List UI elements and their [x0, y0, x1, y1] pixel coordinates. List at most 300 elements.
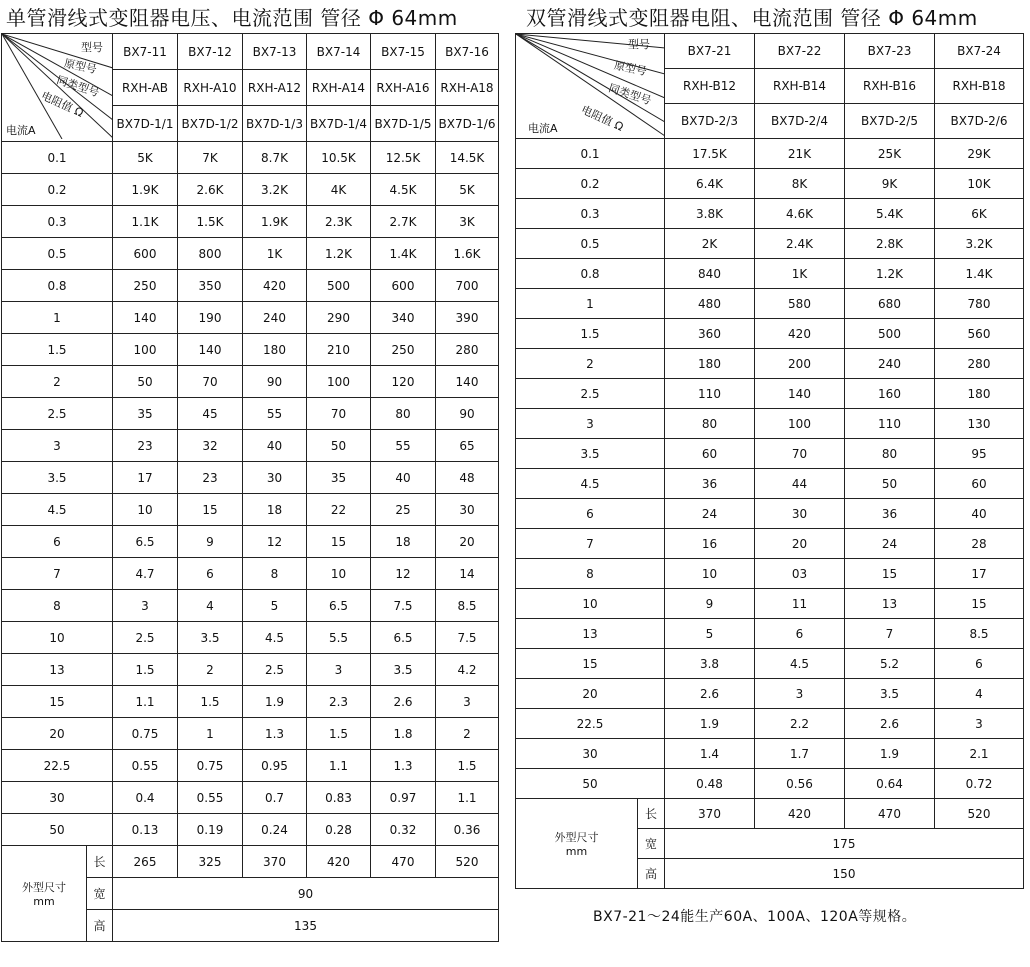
current-cell: 13: [516, 619, 665, 649]
resistance-value-cell: 3.2K: [935, 229, 1024, 259]
resistance-value-cell: 5K: [113, 142, 178, 174]
current-cell: 8: [2, 590, 113, 622]
resistance-value-cell: 2.6K: [178, 174, 243, 206]
resistance-value-cell: 18: [371, 526, 436, 558]
table-row: [516, 739, 1024, 769]
resistance-value-cell: 2K: [665, 229, 755, 259]
resistance-value-cell: 180: [935, 379, 1024, 409]
table-row: [516, 139, 1024, 169]
resistance-value-cell: 9K: [845, 169, 935, 199]
height-value-cell: 150: [665, 859, 1024, 889]
current-cell: 3.5: [2, 462, 113, 494]
table-row: [516, 559, 1024, 589]
current-cell: 3.5: [516, 439, 665, 469]
resistance-value-cell: 2.3: [307, 686, 371, 718]
table-row: [516, 259, 1024, 289]
table-row: [2, 622, 499, 654]
resistance-value-cell: 100: [755, 409, 845, 439]
header-resistance-label: 电阻值 Ω: [39, 89, 86, 120]
single-tube-table-title: 单管滑线式变阻器电压、电流范围 管径 Φ 64mm: [6, 6, 458, 30]
resistance-value-cell: 90: [436, 398, 499, 430]
header-resistance-label: 电阻值 Ω: [579, 103, 626, 134]
resistance-value-cell: 4: [935, 679, 1024, 709]
table-row: [516, 499, 1024, 529]
resistance-value-cell: 4.2: [436, 654, 499, 686]
resistance-value-cell: 8K: [755, 169, 845, 199]
resistance-value-cell: 17: [935, 559, 1024, 589]
length-value-cell: 420: [307, 846, 371, 878]
resistance-value-cell: 70: [178, 366, 243, 398]
original-model-cell: RXH-B18: [935, 69, 1024, 104]
resistance-value-cell: 110: [665, 379, 755, 409]
resistance-value-cell: 700: [436, 270, 499, 302]
resistance-value-cell: 40: [243, 430, 307, 462]
resistance-value-cell: 180: [243, 334, 307, 366]
resistance-value-cell: 4: [178, 590, 243, 622]
resistance-value-cell: 1.4K: [371, 238, 436, 270]
resistance-value-cell: 2.5: [243, 654, 307, 686]
resistance-value-cell: 55: [243, 398, 307, 430]
table-row: [516, 199, 1024, 229]
current-cell: 50: [2, 814, 113, 846]
resistance-value-cell: 4.5: [755, 649, 845, 679]
resistance-value-cell: 1.3: [243, 718, 307, 750]
current-cell: 20: [2, 718, 113, 750]
resistance-value-cell: 6K: [935, 199, 1024, 229]
current-cell: 0.3: [516, 199, 665, 229]
table-row: [516, 379, 1024, 409]
resistance-value-cell: 180: [665, 349, 755, 379]
resistance-value-cell: 20: [436, 526, 499, 558]
resistance-value-cell: 60: [935, 469, 1024, 499]
current-cell: 13: [2, 654, 113, 686]
resistance-value-cell: 0.55: [178, 782, 243, 814]
resistance-value-cell: 10.5K: [307, 142, 371, 174]
resistance-value-cell: 8: [243, 558, 307, 590]
resistance-value-cell: 9: [665, 589, 755, 619]
resistance-value-cell: 3.8: [665, 649, 755, 679]
resistance-value-cell: 290: [307, 302, 371, 334]
table-row: [2, 142, 499, 174]
dimension-length-row: [2, 846, 499, 878]
table-row: [2, 750, 499, 782]
resistance-value-cell: 3: [935, 709, 1024, 739]
resistance-value-cell: 5: [243, 590, 307, 622]
resistance-value-cell: 2.8K: [845, 229, 935, 259]
single-tube-resistance-table: [1, 33, 499, 942]
resistance-value-cell: 15: [935, 589, 1024, 619]
similar-model-cell: BX7D-1/3: [243, 106, 307, 142]
table-row: [2, 334, 499, 366]
resistance-value-cell: 2.5: [113, 622, 178, 654]
resistance-value-cell: 2.7K: [371, 206, 436, 238]
resistance-value-cell: 3: [307, 654, 371, 686]
resistance-value-cell: 100: [113, 334, 178, 366]
resistance-value-cell: 1.1: [113, 686, 178, 718]
similar-model-cell: BX7D-1/6: [436, 106, 499, 142]
resistance-value-cell: 160: [845, 379, 935, 409]
similar-model-cell: BX7D-1/5: [371, 106, 436, 142]
resistance-value-cell: 800: [178, 238, 243, 270]
resistance-value-cell: 1K: [243, 238, 307, 270]
resistance-value-cell: 80: [665, 409, 755, 439]
similar-model-cell: BX7D-2/6: [935, 104, 1024, 139]
original-model-cell: RXH-A14: [307, 70, 371, 106]
resistance-value-cell: 250: [371, 334, 436, 366]
resistance-value-cell: 0.4: [113, 782, 178, 814]
resistance-value-cell: 70: [307, 398, 371, 430]
resistance-value-cell: 0.72: [935, 769, 1024, 799]
resistance-value-cell: 50: [113, 366, 178, 398]
resistance-value-cell: 15: [178, 494, 243, 526]
resistance-value-cell: 340: [371, 302, 436, 334]
current-cell: 1.5: [2, 334, 113, 366]
resistance-value-cell: 560: [935, 319, 1024, 349]
resistance-value-cell: 45: [178, 398, 243, 430]
table-row: [516, 619, 1024, 649]
resistance-value-cell: 17: [113, 462, 178, 494]
table-row: [2, 686, 499, 718]
table-row: [2, 462, 499, 494]
resistance-value-cell: 1.2K: [845, 259, 935, 289]
table-row: [516, 349, 1024, 379]
resistance-value-cell: 1.5: [436, 750, 499, 782]
resistance-value-cell: 5.4K: [845, 199, 935, 229]
resistance-value-cell: 3: [113, 590, 178, 622]
table-row: [2, 654, 499, 686]
length-label: 长: [638, 799, 665, 829]
resistance-value-cell: 6: [755, 619, 845, 649]
resistance-value-cell: 17.5K: [665, 139, 755, 169]
resistance-value-cell: 6.5: [307, 590, 371, 622]
similar-model-cell: BX7D-2/4: [755, 104, 845, 139]
resistance-value-cell: 70: [755, 439, 845, 469]
table-row: [516, 529, 1024, 559]
length-value-cell: 520: [436, 846, 499, 878]
model-cell: BX7-15: [371, 34, 436, 70]
resistance-value-cell: 21K: [755, 139, 845, 169]
table-row: [2, 526, 499, 558]
width-value-cell: 90: [113, 878, 499, 910]
resistance-value-cell: 1.1K: [113, 206, 178, 238]
table-row: [516, 319, 1024, 349]
resistance-value-cell: 500: [845, 319, 935, 349]
similar-model-cell: BX7D-1/2: [178, 106, 243, 142]
resistance-value-cell: 280: [436, 334, 499, 366]
resistance-value-cell: 12: [243, 526, 307, 558]
current-cell: 2.5: [516, 379, 665, 409]
resistance-value-cell: 6.5: [113, 526, 178, 558]
table-row: [516, 439, 1024, 469]
resistance-value-cell: 2: [178, 654, 243, 686]
current-cell: 10: [2, 622, 113, 654]
resistance-value-cell: 0.32: [371, 814, 436, 846]
current-cell: 22.5: [516, 709, 665, 739]
current-cell: 6: [2, 526, 113, 558]
resistance-value-cell: 50: [845, 469, 935, 499]
resistance-value-cell: 1.1: [436, 782, 499, 814]
current-cell: 3: [2, 430, 113, 462]
resistance-value-cell: 1.7: [755, 739, 845, 769]
resistance-value-cell: 65: [436, 430, 499, 462]
resistance-value-cell: 16: [665, 529, 755, 559]
resistance-value-cell: 600: [113, 238, 178, 270]
similar-model-cell: BX7D-1/1: [113, 106, 178, 142]
resistance-value-cell: 23: [178, 462, 243, 494]
resistance-value-cell: 480: [665, 289, 755, 319]
current-cell: 0.2: [516, 169, 665, 199]
resistance-value-cell: 250: [113, 270, 178, 302]
current-cell: 0.1: [516, 139, 665, 169]
resistance-value-cell: 4.6K: [755, 199, 845, 229]
resistance-value-cell: 200: [755, 349, 845, 379]
resistance-value-cell: 20: [755, 529, 845, 559]
resistance-value-cell: 40: [371, 462, 436, 494]
resistance-value-cell: 190: [178, 302, 243, 334]
resistance-value-cell: 240: [845, 349, 935, 379]
height-value-cell: 135: [113, 910, 499, 942]
table-row: [516, 289, 1024, 319]
resistance-value-cell: 2.1: [935, 739, 1024, 769]
similar-model-cell: BX7D-1/4: [307, 106, 371, 142]
current-cell: 0.5: [516, 229, 665, 259]
current-cell: 7: [516, 529, 665, 559]
table-row: [516, 409, 1024, 439]
header-row: [2, 34, 499, 70]
resistance-value-cell: 7.5: [436, 622, 499, 654]
resistance-value-cell: 3K: [436, 206, 499, 238]
table-row: [2, 302, 499, 334]
model-cell: BX7-24: [935, 34, 1024, 69]
header-model-label: 型号: [81, 41, 103, 54]
table-row: [516, 469, 1024, 499]
header-row: [516, 34, 1024, 69]
dimensions-unit-text: mm: [33, 895, 55, 908]
resistance-value-cell: 100: [307, 366, 371, 398]
resistance-value-cell: 12: [371, 558, 436, 590]
header-current-label: 电流A: [528, 122, 558, 135]
resistance-value-cell: 1.1: [307, 750, 371, 782]
model-cell: BX7-22: [755, 34, 845, 69]
dimensions-unit-text: mm: [565, 845, 588, 858]
resistance-value-cell: 6.5: [371, 622, 436, 654]
resistance-value-cell: 40: [935, 499, 1024, 529]
resistance-value-cell: 840: [665, 259, 755, 289]
length-value-cell: 265: [113, 846, 178, 878]
resistance-value-cell: 5K: [436, 174, 499, 206]
resistance-value-cell: 0.28: [307, 814, 371, 846]
dimensions-label: [516, 799, 638, 889]
resistance-value-cell: 280: [935, 349, 1024, 379]
resistance-value-cell: 0.97: [371, 782, 436, 814]
resistance-value-cell: 0.48: [665, 769, 755, 799]
length-value-cell: 470: [371, 846, 436, 878]
resistance-value-cell: 1.5K: [178, 206, 243, 238]
original-model-cell: RXH-AB: [113, 70, 178, 106]
resistance-value-cell: 11: [755, 589, 845, 619]
resistance-value-cell: 350: [178, 270, 243, 302]
header-original-model-label: 原型号: [62, 56, 98, 77]
table-row: [516, 229, 1024, 259]
current-cell: 50: [516, 769, 665, 799]
resistance-value-cell: 2.6: [665, 679, 755, 709]
table-row: [2, 174, 499, 206]
resistance-value-cell: 0.55: [113, 750, 178, 782]
resistance-value-cell: 15: [845, 559, 935, 589]
resistance-value-cell: 5: [665, 619, 755, 649]
resistance-value-cell: 4.5: [243, 622, 307, 654]
resistance-value-cell: 1.5: [178, 686, 243, 718]
resistance-value-cell: 18: [243, 494, 307, 526]
diagonal-header-cell: [516, 34, 665, 139]
resistance-value-cell: 03: [755, 559, 845, 589]
resistance-value-cell: 28: [935, 529, 1024, 559]
header-similar-model-label: 同类型号: [606, 81, 653, 108]
resistance-value-cell: 0.75: [178, 750, 243, 782]
resistance-value-cell: 95: [935, 439, 1024, 469]
resistance-value-cell: 3.2K: [243, 174, 307, 206]
resistance-value-cell: 29K: [935, 139, 1024, 169]
resistance-value-cell: 600: [371, 270, 436, 302]
current-cell: 1.5: [516, 319, 665, 349]
original-model-cell: RXH-B14: [755, 69, 845, 104]
double-tube-table-title: 双管滑线式变阻器电阻、电流范围 管径 Φ 64mm: [526, 6, 978, 30]
resistance-value-cell: 1.5: [307, 718, 371, 750]
resistance-value-cell: 140: [755, 379, 845, 409]
resistance-value-cell: 3.5: [845, 679, 935, 709]
current-cell: 0.3: [2, 206, 113, 238]
original-model-cell: RXH-A16: [371, 70, 436, 106]
model-cell: BX7-16: [436, 34, 499, 70]
resistance-value-cell: 60: [665, 439, 755, 469]
double-tube-resistance-table: [515, 33, 1024, 889]
resistance-value-cell: 2.4K: [755, 229, 845, 259]
resistance-value-cell: 0.83: [307, 782, 371, 814]
table-row: [516, 679, 1024, 709]
table-row: [516, 169, 1024, 199]
resistance-value-cell: 36: [665, 469, 755, 499]
resistance-value-cell: 10K: [935, 169, 1024, 199]
resistance-value-cell: 1.8: [371, 718, 436, 750]
resistance-value-cell: 13: [845, 589, 935, 619]
original-model-cell: RXH-A18: [436, 70, 499, 106]
resistance-value-cell: 210: [307, 334, 371, 366]
resistance-value-cell: 5.2: [845, 649, 935, 679]
resistance-value-cell: 4.5K: [371, 174, 436, 206]
table-row: [2, 430, 499, 462]
resistance-value-cell: 140: [178, 334, 243, 366]
resistance-value-cell: 10: [113, 494, 178, 526]
model-cell: BX7-12: [178, 34, 243, 70]
length-value-cell: 520: [935, 799, 1024, 829]
table-row: [516, 769, 1024, 799]
resistance-value-cell: 1.9: [845, 739, 935, 769]
current-cell: 0.5: [2, 238, 113, 270]
resistance-value-cell: 30: [436, 494, 499, 526]
current-cell: 0.8: [2, 270, 113, 302]
resistance-value-cell: 2.2: [755, 709, 845, 739]
resistance-value-cell: 8.5: [935, 619, 1024, 649]
resistance-value-cell: 14: [436, 558, 499, 590]
width-label: 宽: [638, 829, 665, 859]
resistance-value-cell: 240: [243, 302, 307, 334]
table-row: [2, 814, 499, 846]
resistance-value-cell: 1.9K: [243, 206, 307, 238]
current-cell: 10: [516, 589, 665, 619]
resistance-value-cell: 1K: [755, 259, 845, 289]
resistance-value-cell: 2.3K: [307, 206, 371, 238]
production-note: BX7-21～24能生产60A、100A、120A等规格。: [593, 909, 917, 925]
resistance-value-cell: 2: [436, 718, 499, 750]
resistance-value-cell: 3.5: [371, 654, 436, 686]
table-row: [2, 558, 499, 590]
resistance-value-cell: 23: [113, 430, 178, 462]
diagonal-header-cell: [2, 34, 113, 142]
resistance-value-cell: 22: [307, 494, 371, 526]
width-label: 宽: [87, 878, 113, 910]
current-cell: 0.2: [2, 174, 113, 206]
resistance-value-cell: 420: [755, 319, 845, 349]
resistance-value-cell: 50: [307, 430, 371, 462]
current-cell: 2: [516, 349, 665, 379]
current-cell: 20: [516, 679, 665, 709]
resistance-value-cell: 0.75: [113, 718, 178, 750]
resistance-value-cell: 420: [243, 270, 307, 302]
current-cell: 22.5: [2, 750, 113, 782]
resistance-value-cell: 390: [436, 302, 499, 334]
resistance-value-cell: 780: [935, 289, 1024, 319]
resistance-value-cell: 4.7: [113, 558, 178, 590]
height-label: 高: [87, 910, 113, 942]
resistance-value-cell: 10: [665, 559, 755, 589]
resistance-value-cell: 55: [371, 430, 436, 462]
current-cell: 15: [516, 649, 665, 679]
length-label: 长: [87, 846, 113, 878]
resistance-value-cell: 36: [845, 499, 935, 529]
resistance-value-cell: 130: [935, 409, 1024, 439]
resistance-value-cell: 1: [178, 718, 243, 750]
original-model-cell: RXH-B12: [665, 69, 755, 104]
resistance-value-cell: 3: [436, 686, 499, 718]
width-value-cell: 175: [665, 829, 1024, 859]
resistance-value-cell: 7K: [178, 142, 243, 174]
current-cell: 0.8: [516, 259, 665, 289]
current-cell: 4.5: [516, 469, 665, 499]
length-value-cell: 370: [665, 799, 755, 829]
dimension-length-row: [516, 799, 1024, 829]
resistance-value-cell: 14.5K: [436, 142, 499, 174]
resistance-value-cell: 1.3: [371, 750, 436, 782]
resistance-value-cell: 24: [845, 529, 935, 559]
resistance-value-cell: 1.4K: [935, 259, 1024, 289]
resistance-value-cell: 32: [178, 430, 243, 462]
resistance-value-cell: 15: [307, 526, 371, 558]
resistance-value-cell: 44: [755, 469, 845, 499]
resistance-value-cell: 4K: [307, 174, 371, 206]
resistance-value-cell: 25K: [845, 139, 935, 169]
resistance-value-cell: 7: [845, 619, 935, 649]
header-original-model-label: 原型号: [612, 58, 648, 79]
resistance-value-cell: 35: [113, 398, 178, 430]
resistance-value-cell: 0.64: [845, 769, 935, 799]
table-row: [516, 709, 1024, 739]
resistance-value-cell: 140: [436, 366, 499, 398]
resistance-value-cell: 0.7: [243, 782, 307, 814]
resistance-value-cell: 120: [371, 366, 436, 398]
resistance-value-cell: 1.9: [665, 709, 755, 739]
resistance-value-cell: 110: [845, 409, 935, 439]
resistance-value-cell: 1.2K: [307, 238, 371, 270]
